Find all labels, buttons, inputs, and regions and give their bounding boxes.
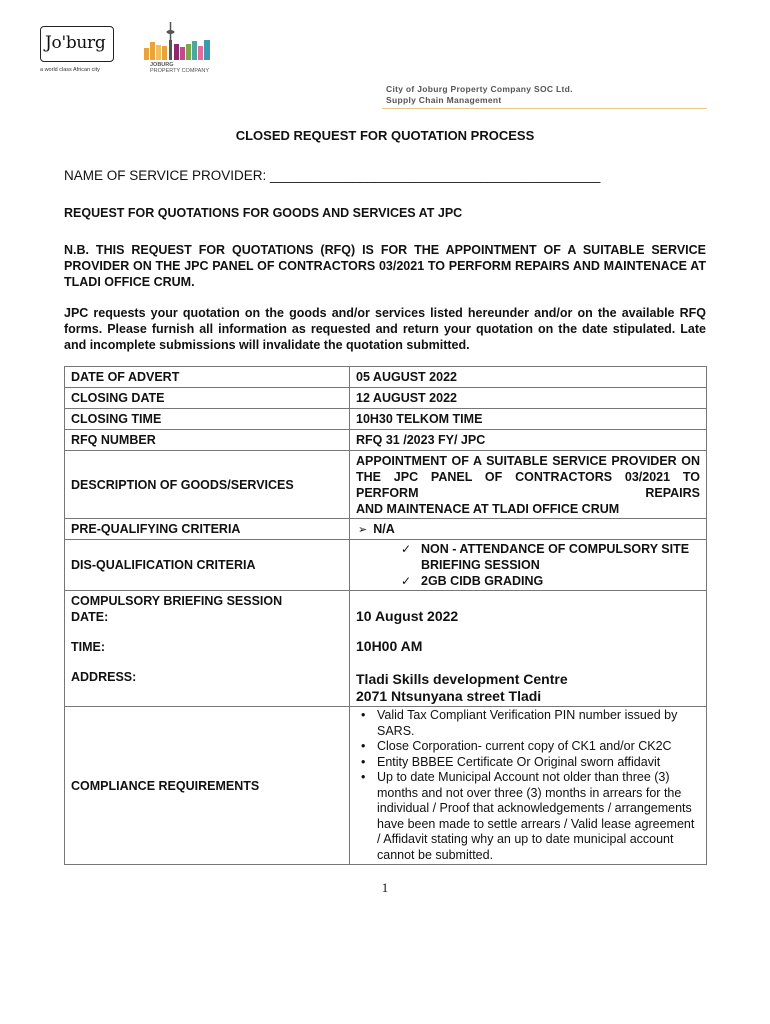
closing-time-value: 10H30 TELKOM TIME <box>350 409 707 430</box>
header-divider <box>382 108 707 109</box>
disqual-item-1: NON - ATTENDANCE OF COMPULSORY SITE BRIEFING SESSION <box>421 542 690 572</box>
joburg-tagline: a world class African city <box>40 67 100 73</box>
table-row <box>65 388 707 409</box>
nb-paragraph: N.B. THIS REQUEST FOR QUOTATIONS (RFQ) IS FOR THE APPOINTMENT OF A SUITABLE SERVICE PROVIDER ON THE JPC PANEL OF CONTRACTORS 03/2021 TO PERFORM REPAIRS AND MAINTENACE AT TLADI OFFICE CRUM. <box>64 243 706 289</box>
jpc-skyline-icon <box>140 18 220 62</box>
list-item: • Valid Tax Compliant Verification PIN number issued by SARS. <box>356 708 700 739</box>
compliance-list <box>356 708 700 863</box>
table-row <box>65 540 707 591</box>
checkmark-icon: ✓ <box>401 574 412 588</box>
briefing-address-line-1: Tladi Skills development Centre <box>356 671 568 687</box>
description-value <box>350 451 707 519</box>
list-item: • Up to date Municipal Account not older than three (3) months and not over three (3) months in arrears for the individual / Proof that acknowledgements / arrangements have been made to settle arrears / Valid lease agreement / Affidavit stating why an up to date municipal account cannot be submitted. <box>356 770 700 863</box>
company-line-2: Supply Chain Management <box>386 95 502 105</box>
disqual-label: DIS-QUALIFICATION CRITERIA <box>65 540 350 591</box>
prequal-value-cell <box>350 519 707 540</box>
page-number: 1 <box>381 880 389 895</box>
prequal-label: PRE-QUALIFYING CRITERIA <box>65 519 350 540</box>
table-row <box>65 430 707 451</box>
closing-time-label: CLOSING TIME <box>65 409 350 430</box>
briefing-address <box>356 671 700 705</box>
description-last: AND MAINTENACE AT TLADI OFFICE CRUM <box>356 502 620 516</box>
table-row <box>65 367 707 388</box>
intro-paragraph: JPC requests your quotation on the goods and/or services listed hereunder and/or on the available RFQ forms. Please furnish all information as requested and return your quotation on the date stipulated. Late and incomplete submissions will invalidate the quotation submitted. <box>64 306 706 352</box>
briefing-address-label: ADDRESS: <box>71 670 137 684</box>
prequal-value: N/A <box>373 522 395 536</box>
table-row <box>65 409 707 430</box>
description-label: DESCRIPTION OF GOODS/SERVICES <box>65 451 350 519</box>
date-of-advert-value: 05 AUGUST 2022 <box>350 367 707 388</box>
compliance-label: COMPLIANCE REQUIREMENTS <box>65 707 350 865</box>
briefing-label: COMPULSORY BRIEFING SESSION <box>71 594 283 608</box>
joburg-logo-frame <box>40 26 114 62</box>
disqual-item-2: 2GB CIDB GRADING <box>421 574 544 588</box>
table-row <box>65 451 707 519</box>
disqual-value-cell <box>350 540 707 591</box>
arrow-bullet-icon: ➢ <box>358 523 368 536</box>
jpc-logo-sub: PROPERTY COMPANY <box>150 68 209 74</box>
list-item: • Entity BBBEE Certificate Or Original sworn affidavit <box>356 755 700 771</box>
rfq-details-table <box>64 366 707 865</box>
rfq-heading: REQUEST FOR QUOTATIONS FOR GOODS AND SERVICES AT JPC <box>64 206 463 220</box>
briefing-address-line-2: 2071 Ntsunyana street Tladi <box>356 688 542 704</box>
briefing-date-label: DATE: <box>71 610 109 624</box>
document-title: CLOSED REQUEST FOR QUOTATION PROCESS <box>235 128 535 143</box>
table-row <box>65 707 707 865</box>
list-item: • Close Corporation- current copy of CK1 and/or CK2C <box>356 739 700 755</box>
compliance-value-cell <box>350 707 707 865</box>
jpc-logo-text <box>150 62 209 74</box>
list-item <box>401 541 700 573</box>
company-line-1: City of Joburg Property Company SOC Ltd. <box>386 84 573 94</box>
table-row <box>65 591 707 707</box>
table-row <box>65 519 707 540</box>
joburg-logo-word: Jo'burg <box>45 33 106 53</box>
description-main: APPOINTMENT OF A SUITABLE SERVICE PROVIDER ON THE JPC PANEL OF CONTRACTORS 03/2021 TO PERFORM REPAIRS <box>356 454 700 500</box>
briefing-time: 10H00 AM <box>356 638 423 654</box>
list-item <box>401 573 700 589</box>
jpc-logo <box>140 18 220 78</box>
briefing-date: 10 August 2022 <box>356 608 459 624</box>
disqual-list <box>356 541 700 589</box>
jpc-logo-name: JOBURG <box>150 62 174 68</box>
rfq-number-value: RFQ 31 /2023 FY/ JPC <box>350 430 707 451</box>
briefing-time-label: TIME: <box>71 640 106 654</box>
joburg-logo <box>40 26 120 74</box>
closing-date-value: 12 AUGUST 2022 <box>350 388 707 409</box>
checkmark-icon: ✓ <box>401 542 412 556</box>
briefing-value-cell <box>350 591 707 707</box>
closing-date-label: CLOSING DATE <box>65 388 350 409</box>
company-info <box>386 84 573 106</box>
briefing-label-cell <box>65 591 350 707</box>
date-of-advert-label: DATE OF ADVERT <box>65 367 350 388</box>
rfq-number-label: RFQ NUMBER <box>65 430 350 451</box>
service-provider-field: NAME OF SERVICE PROVIDER: ____________________________________________ <box>64 168 601 183</box>
